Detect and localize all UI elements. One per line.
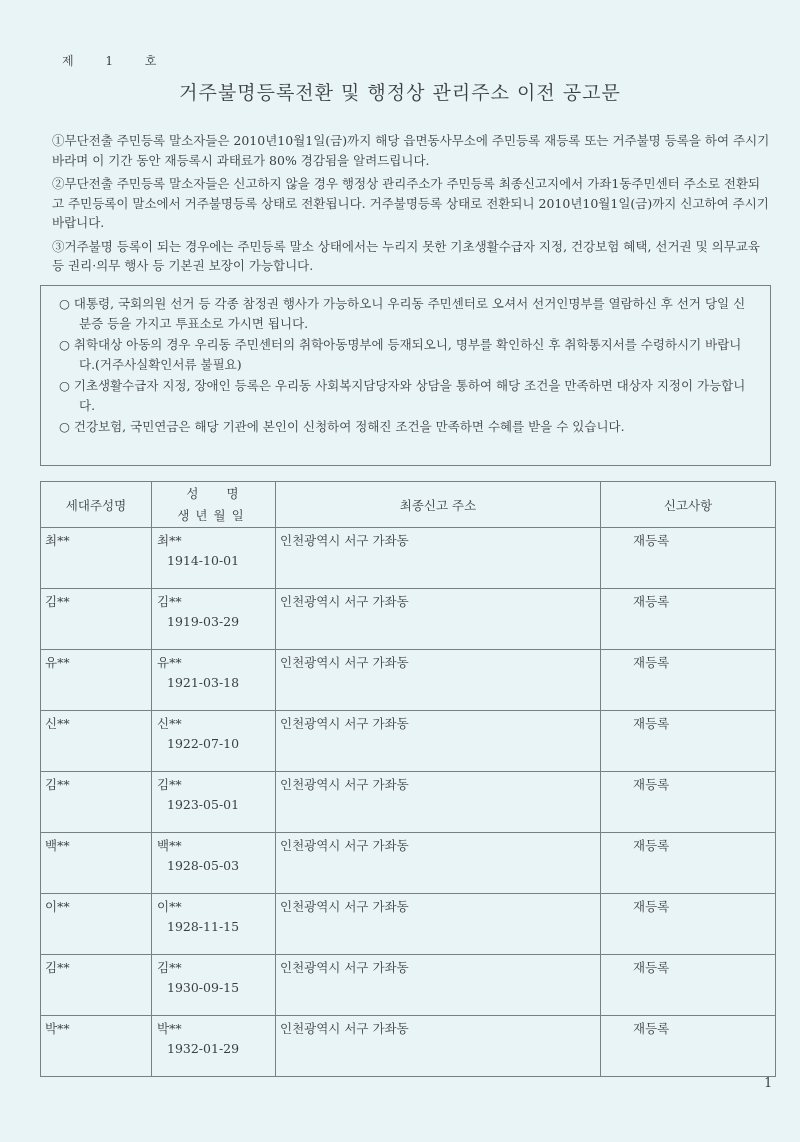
- cell-name: 백**: [157, 838, 182, 853]
- cell-name: 신**: [157, 716, 182, 731]
- table-row: [41, 528, 776, 589]
- cell-address: 인천광역시 서구 가좌동: [276, 833, 601, 894]
- header-status: 신고사항: [601, 482, 776, 528]
- cell-name-birth: [152, 528, 276, 589]
- notice-item-school: ○ 취학대상 아동의 경우 우리동 주민센터의 취학아동명부에 등재되오니, 명부를 확인하신 후 취학통지서를 수령하시기 바랍니다.(거주사실확인서류 불필요): [59, 337, 742, 372]
- cell-name-birth: [152, 833, 276, 894]
- records-body: [41, 528, 776, 1077]
- records-table: [40, 481, 776, 1077]
- header-birth: 생년월일: [177, 507, 250, 523]
- cell-status: 재등록: [601, 833, 776, 894]
- cell-name: 최**: [157, 533, 182, 548]
- header-householder: 세대주성명: [41, 482, 152, 528]
- cell-birth: 1914-10-01: [167, 553, 240, 568]
- cell-name: 유**: [157, 655, 182, 670]
- document-number: [62, 52, 183, 69]
- cell-householder: 박**: [41, 1016, 152, 1077]
- table-row: [41, 711, 776, 772]
- cell-birth: 1919-03-29: [167, 614, 240, 629]
- cell-status: 재등록: [601, 589, 776, 650]
- intro-paragraph-2: ②무단전출 주민등록 말소자들은 신고하지 않을 경우 행정상 관리주소가 주민등록 최종신고지에서 가좌1동주민센터 주소로 전환되고 주민등록이 말소에서 거주불명등록 상태로 전환됩니다. 거주불명등록 상태로 전환되니 2010년10월1일(금)까지 신고하여 주시기 바랍니다.: [52, 176, 769, 230]
- cell-householder: 신**: [41, 711, 152, 772]
- cell-householder: 김**: [41, 772, 152, 833]
- cell-address: 인천광역시 서구 가좌동: [276, 528, 601, 589]
- cell-birth: 1932-01-29: [167, 1041, 240, 1056]
- header-name: 성명: [186, 485, 267, 501]
- cell-birth: 1928-11-15: [167, 919, 240, 934]
- cell-birth: 1923-05-01: [167, 797, 240, 812]
- table-row: [41, 955, 776, 1016]
- cell-name: 김**: [157, 594, 182, 609]
- cell-address: 인천광역시 서구 가좌동: [276, 589, 601, 650]
- cell-name-birth: [152, 711, 276, 772]
- cell-status: 재등록: [601, 1016, 776, 1077]
- intro-section: [52, 131, 772, 280]
- table-row: [41, 589, 776, 650]
- cell-householder: 유**: [41, 650, 152, 711]
- cell-householder: 김**: [41, 589, 152, 650]
- cell-birth: 1930-09-15: [167, 980, 240, 995]
- cell-status: 재등록: [601, 955, 776, 1016]
- cell-name-birth: [152, 589, 276, 650]
- cell-name-birth: [152, 955, 276, 1016]
- cell-householder: 백**: [41, 833, 152, 894]
- cell-status: 재등록: [601, 528, 776, 589]
- cell-name-birth: [152, 1016, 276, 1077]
- cell-birth: 1928-05-03: [167, 858, 240, 873]
- doc-number-value: 1: [105, 54, 115, 68]
- doc-number-prefix: 제: [62, 54, 75, 68]
- cell-householder: 김**: [41, 955, 152, 1016]
- cell-address: 인천광역시 서구 가좌동: [276, 894, 601, 955]
- cell-status: 재등록: [601, 894, 776, 955]
- cell-name: 김**: [157, 777, 182, 792]
- cell-name: 박**: [157, 1021, 182, 1036]
- cell-birth: 1921-03-18: [167, 675, 240, 690]
- intro-paragraph-1: ①무단전출 주민등록 말소자들은 2010년10월1일(금)까지 해당 읍면동사무소에 주민등록 재등록 또는 거주불명 등록을 하여 주시기 바라며 이 기간 동안 재등록시 과태료가 80% 경감됨을 알려드립니다.: [52, 133, 770, 168]
- cell-status: 재등록: [601, 711, 776, 772]
- doc-number-suffix: 호: [144, 54, 158, 68]
- table-header-row: [41, 482, 776, 528]
- notice-item-voting: ○ 대통령, 국회의원 선거 등 각종 참정권 행사가 가능하오니 우리동 주민센터로 오셔서 선거인명부를 열람하신 후 선거 당일 신분증 등을 가지고 투표소로 가시면 됩니다.: [59, 296, 746, 331]
- table-row: [41, 650, 776, 711]
- table-row: [41, 833, 776, 894]
- notice-box: [40, 285, 771, 466]
- cell-status: 재등록: [601, 650, 776, 711]
- cell-status: 재등록: [601, 772, 776, 833]
- cell-address: 인천광역시 서구 가좌동: [276, 711, 601, 772]
- cell-address: 인천광역시 서구 가좌동: [276, 955, 601, 1016]
- cell-householder: 최**: [41, 528, 152, 589]
- cell-name: 김**: [157, 960, 182, 975]
- table-row: [41, 1016, 776, 1077]
- header-address: 최종신고 주소: [276, 482, 601, 528]
- table-row: [41, 772, 776, 833]
- notice-item-insurance: ○ 건강보험, 국민연금은 해당 기관에 본인이 신청하여 정해진 조건을 만족하면 수혜를 받을 수 있습니다.: [59, 419, 625, 434]
- cell-name-birth: [152, 650, 276, 711]
- cell-address: 인천광역시 서구 가좌동: [276, 650, 601, 711]
- notice-item-welfare: ○ 기초생활수급자 지정, 장애인 등록은 우리동 사회복지담당자와 상담을 통하여 해당 조건을 만족하면 대상자 지정이 가능합니다.: [59, 378, 746, 413]
- table-row: [41, 894, 776, 955]
- cell-name-birth: [152, 894, 276, 955]
- cell-birth: 1922-07-10: [167, 736, 240, 751]
- header-name-birth: [152, 482, 276, 528]
- cell-name-birth: [152, 772, 276, 833]
- page-number: 1: [764, 1076, 773, 1091]
- cell-address: 인천광역시 서구 가좌동: [276, 1016, 601, 1077]
- cell-name: 이**: [157, 899, 182, 914]
- intro-paragraph-3: ③거주불명 등록이 되는 경우에는 주민등록 말소 상태에서는 누리지 못한 기초생활수급자 지정, 건강보험 혜택, 선거권 및 의무교육 등 권리·의무 행사 등 기본권 보장이 가능합니다.: [52, 238, 760, 273]
- cell-householder: 이**: [41, 894, 152, 955]
- cell-address: 인천광역시 서구 가좌동: [276, 772, 601, 833]
- document-title: 거주불명등록전환 및 행정상 관리주소 이전 공고문: [179, 82, 621, 104]
